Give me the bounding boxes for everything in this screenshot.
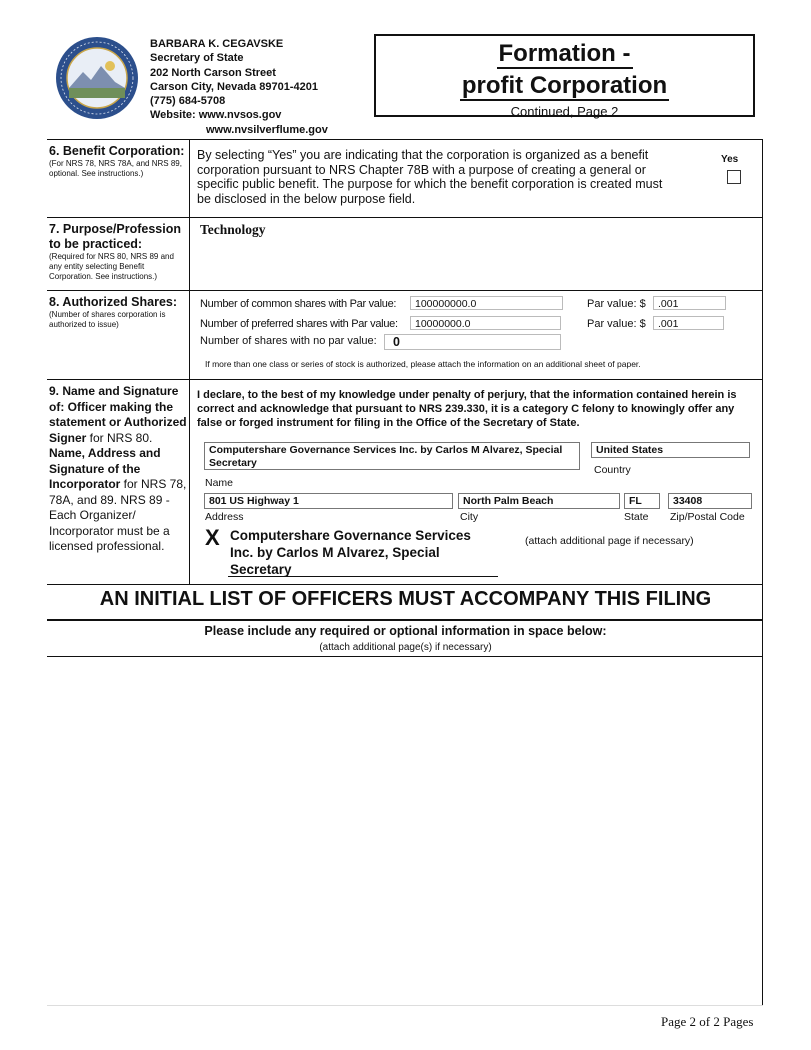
common-par-field[interactable]: .001 <box>653 296 726 310</box>
divider <box>47 1005 763 1006</box>
preferred-shares-field[interactable]: 10000000.0 <box>410 316 561 330</box>
divider <box>47 619 763 621</box>
divider <box>47 139 763 140</box>
benefit-corporation-yes-checkbox[interactable] <box>727 170 741 184</box>
name-caption: Name <box>205 477 234 489</box>
section-9-title2: Name, Address and Signature of the Incorporator <box>49 446 161 491</box>
zip-field[interactable]: 33408 <box>668 493 752 509</box>
section-6-label <box>49 144 189 179</box>
city-field[interactable]: North Palm Beach <box>458 493 620 509</box>
form-title-line1: Formation - <box>498 40 631 67</box>
benefit-corporation-text: By selecting “Yes” you are indicating that the corporation is organized as a benefit corporation pursuant to NRS Chapter 78B with a purpose of creating a general or specific public benefit. The purpose for which the benefit corporation is created must be disclosed in the below purpose field. <box>197 148 663 206</box>
signature-line <box>228 576 498 577</box>
section-8-label <box>49 295 189 330</box>
no-par-shares-label: Number of shares with no par value: <box>200 335 377 347</box>
section-7-title: 7. Purpose/Profession to be practiced: <box>49 222 181 251</box>
office-line: 202 North Carson Street <box>150 66 276 79</box>
country-caption: Country <box>594 464 631 476</box>
preferred-shares-label: Number of preferred shares with Par value: <box>200 318 398 330</box>
preferred-par-label: Par value: $ <box>587 318 646 330</box>
address-caption: Address <box>205 511 244 523</box>
section-7-note: (Required for NRS 80, NRS 89 and any entity selecting Benefit Corporation. See instructions.) <box>49 252 174 281</box>
signer-name-field[interactable]: Computershare Governance Services Inc. by Carlos M Alvarez, Special Secretary <box>204 442 580 470</box>
section-7-label <box>49 222 189 282</box>
additional-info-note: (attach additional page(s) if necessary) <box>319 642 492 653</box>
office-line: Carson City, Nevada 89701-4201 <box>150 80 318 93</box>
divider <box>47 290 763 291</box>
section-9-label <box>49 384 189 555</box>
form-title-line2: profit Corporation <box>461 72 668 99</box>
stock-class-footnote: If more than one class or series of stock is authorized, please attach the information on an additional sheet of paper. <box>205 359 641 369</box>
page-number: Page 2 of 2 Pages <box>661 1014 754 1029</box>
common-par-label: Par value: $ <box>587 298 646 310</box>
initial-list-banner: AN INITIAL LIST OF OFFICERS MUST ACCOMPANY THIS FILING <box>99 588 712 610</box>
city-caption: City <box>460 511 479 523</box>
section-9-for-nrs78: for NRS 78, 78A, and 89. NRS 89 - Each Organizer/ Incorporator must be a licensed professional. <box>49 477 187 553</box>
office-line: BARBARA K. CEGAVSKE <box>150 38 284 50</box>
state-field[interactable]: FL <box>624 493 660 509</box>
nevada-state-seal-icon <box>55 36 139 120</box>
section-9-for-nrs80: for NRS 80. <box>86 430 153 445</box>
divider <box>47 217 763 218</box>
section-9-title: 9. Name and Signature of: Officer making the statement or Authorized Signer <box>49 384 187 445</box>
office-line: (775) 684-5708 <box>150 95 226 108</box>
state-caption: State <box>624 511 649 523</box>
office-line: Secretary of State <box>150 52 244 65</box>
declaration-text: I declare, to the best of my knowledge under penalty of perjury, that the information contained herein is correct and acknowledge that pursuant to NRS 239.330, it is a category C felony to knowingly offer any false or forged instrument for filing in the Office of the Secretary of State. <box>197 389 737 429</box>
divider <box>47 379 763 380</box>
office-line: Website: www.nvsos.gov <box>150 109 282 122</box>
section-6-title: 6. Benefit Corporation: <box>49 144 185 158</box>
yes-label: Yes <box>721 154 739 165</box>
form-subtitle: Continued, Page 2 <box>510 104 619 119</box>
section-8-note: (Number of shares corporation is authorized to issue) <box>49 310 166 329</box>
preferred-par-field[interactable]: .001 <box>653 316 724 330</box>
divider <box>47 656 763 657</box>
attach-page-note: (attach additional page if necessary) <box>525 535 694 547</box>
additional-info-heading: Please include any required or optional information in space below: <box>204 624 607 638</box>
section-6-note: (For NRS 78, NRS 78A, and NRS 89, optional. See instructions.) <box>49 159 182 178</box>
purpose-value[interactable]: Technology <box>200 222 266 237</box>
address-field[interactable]: 801 US Highway 1 <box>204 493 453 509</box>
additional-info-area[interactable] <box>49 658 761 1003</box>
common-shares-field[interactable]: 100000000.0 <box>410 296 563 310</box>
secretary-of-state-contact <box>150 37 328 137</box>
incorporator-signature[interactable]: Computershare Governance Services Inc. by Carlos M Alvarez, Special Secretary <box>230 528 471 577</box>
country-field[interactable]: United States <box>591 442 750 458</box>
no-par-shares-field[interactable]: 0 <box>384 334 561 350</box>
column-divider <box>189 139 190 584</box>
zip-caption: Zip/Postal Code <box>670 511 745 523</box>
office-line: www.nvsilverflume.gov <box>206 123 328 136</box>
form-title-box <box>374 34 755 117</box>
common-shares-label: Number of common shares with Par value: <box>200 298 397 310</box>
divider <box>47 584 763 585</box>
section-8-title: 8. Authorized Shares: <box>49 295 178 309</box>
signature-x-mark: X <box>205 525 220 550</box>
right-border <box>762 139 763 1005</box>
